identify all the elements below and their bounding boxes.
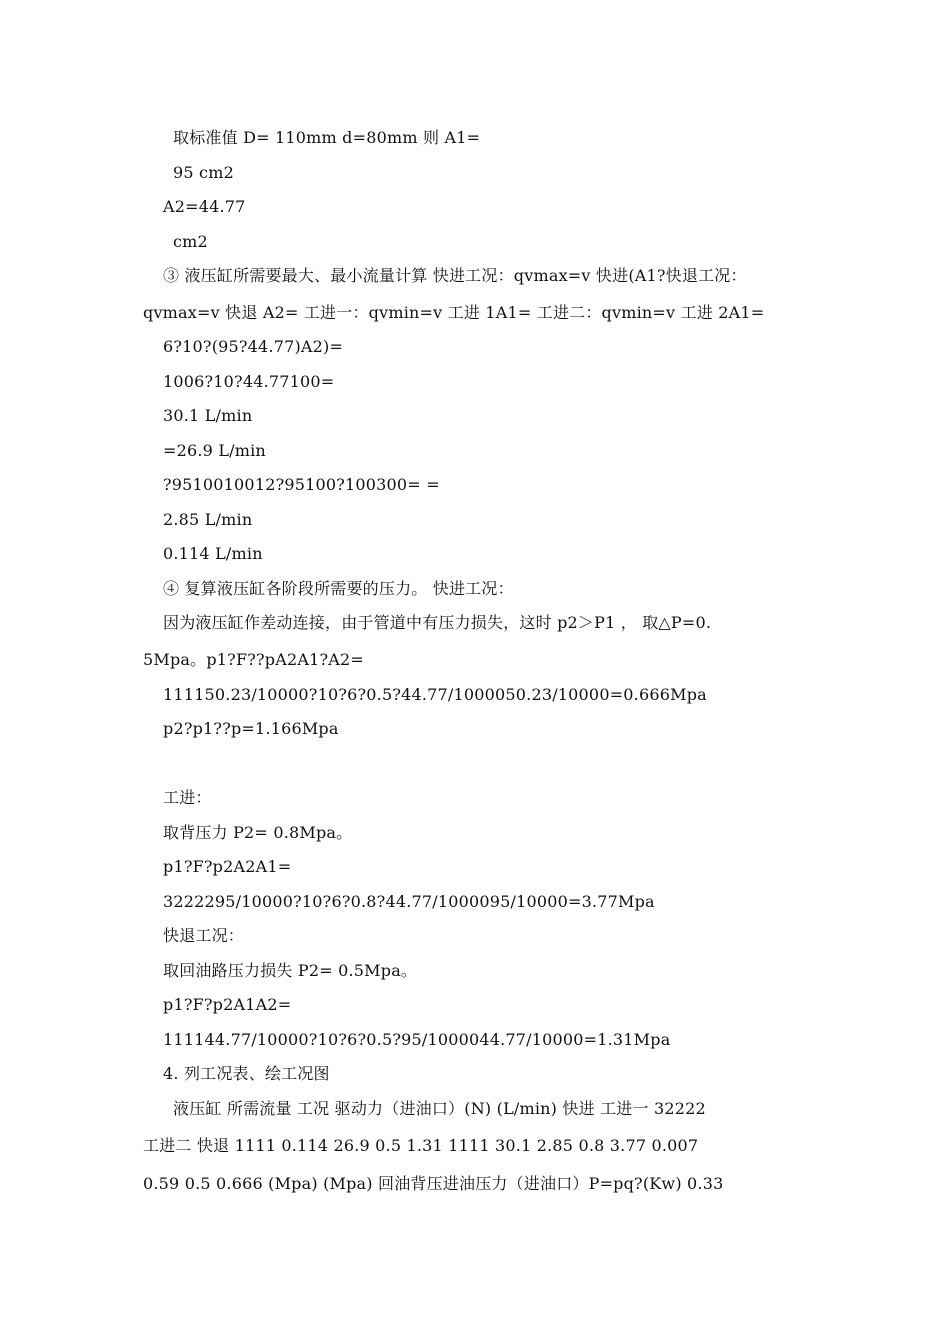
text-line: 工进二 快退 1111 0.114 26.9 0.5 1.31 1111 30.1 2.85 0.8 3.77 0.007 bbox=[143, 1136, 699, 1155]
text-line: 0.114 L/min bbox=[163, 544, 263, 563]
text-line: 3222295/10000?10?6?0.8?44.77/1000095/10000=3.77Mpa bbox=[163, 892, 655, 911]
text-line: 工进： bbox=[163, 788, 212, 807]
text-line: 1006?10?44.77100= bbox=[163, 372, 335, 391]
text-line: p2?p1??p=1.166Mpa bbox=[163, 719, 339, 738]
text-line: 取背压力 P2= 0.8Mpa。 bbox=[163, 823, 353, 842]
text-line: p1?F?p2A2A1= bbox=[163, 857, 292, 876]
text-line: 111150.23/10000?10?6?0.5?44.77/1000050.23/10000=0.666Mpa bbox=[163, 685, 707, 704]
text-line: A2=44.77 bbox=[163, 197, 246, 216]
text-line: 液压缸 所需流量 工况 驱动力（进油口）(N) (L/min) 快进 工进一 32222 bbox=[173, 1099, 706, 1118]
text-line: cm2 bbox=[173, 232, 208, 251]
text-line: 111144.77/10000?10?6?0.5?95/1000044.77/10000=1.31Mpa bbox=[163, 1030, 671, 1049]
text-line: ?9510010012?95100?100300= = bbox=[163, 475, 440, 494]
text-line: 0.59 0.5 0.666 (Mpa) (Mpa) 回油背压进油压力（进油口）P=pq?(Kw) 0.33 bbox=[143, 1174, 724, 1193]
section-heading: 4. 列工况表、绘工况图 bbox=[163, 1064, 330, 1083]
text-line: =26.9 L/min bbox=[163, 441, 266, 460]
text-line: 2.85 L/min bbox=[163, 510, 253, 529]
text-line: ③ 液压缸所需要最大、最小流量计算 快进工况：qvmax=v 快进(A1?快退工况： bbox=[163, 266, 747, 285]
text-line: ④ 复算液压缸各阶段所需要的压力。 快进工况： bbox=[163, 579, 514, 598]
text-line: 6?10?(95?44.77)A2)= bbox=[163, 337, 344, 356]
text-line: qvmax=v 快退 A2= 工进一：qvmin=v 工进 1A1= 工进二：qvmin=v 工进 2A1= bbox=[143, 303, 765, 322]
text-line: 取标准值 D= 110mm d=80mm 则 A1= bbox=[173, 128, 481, 147]
text-line: 5Mpa。p1?F??pA2A1?A2= bbox=[143, 650, 365, 669]
text-line: p1?F?p2A1A2= bbox=[163, 995, 292, 1014]
text-line: 快退工况： bbox=[163, 926, 245, 945]
text-line: 30.1 L/min bbox=[163, 406, 253, 425]
text-line: 取回油路压力损失 P2= 0.5Mpa。 bbox=[163, 961, 418, 980]
text-line: 95 cm2 bbox=[173, 163, 234, 182]
text-line: 因为液压缸作差动连接，由于管道中有压力损失，这时 p2＞P1 ， 取△P=0. bbox=[163, 613, 712, 632]
